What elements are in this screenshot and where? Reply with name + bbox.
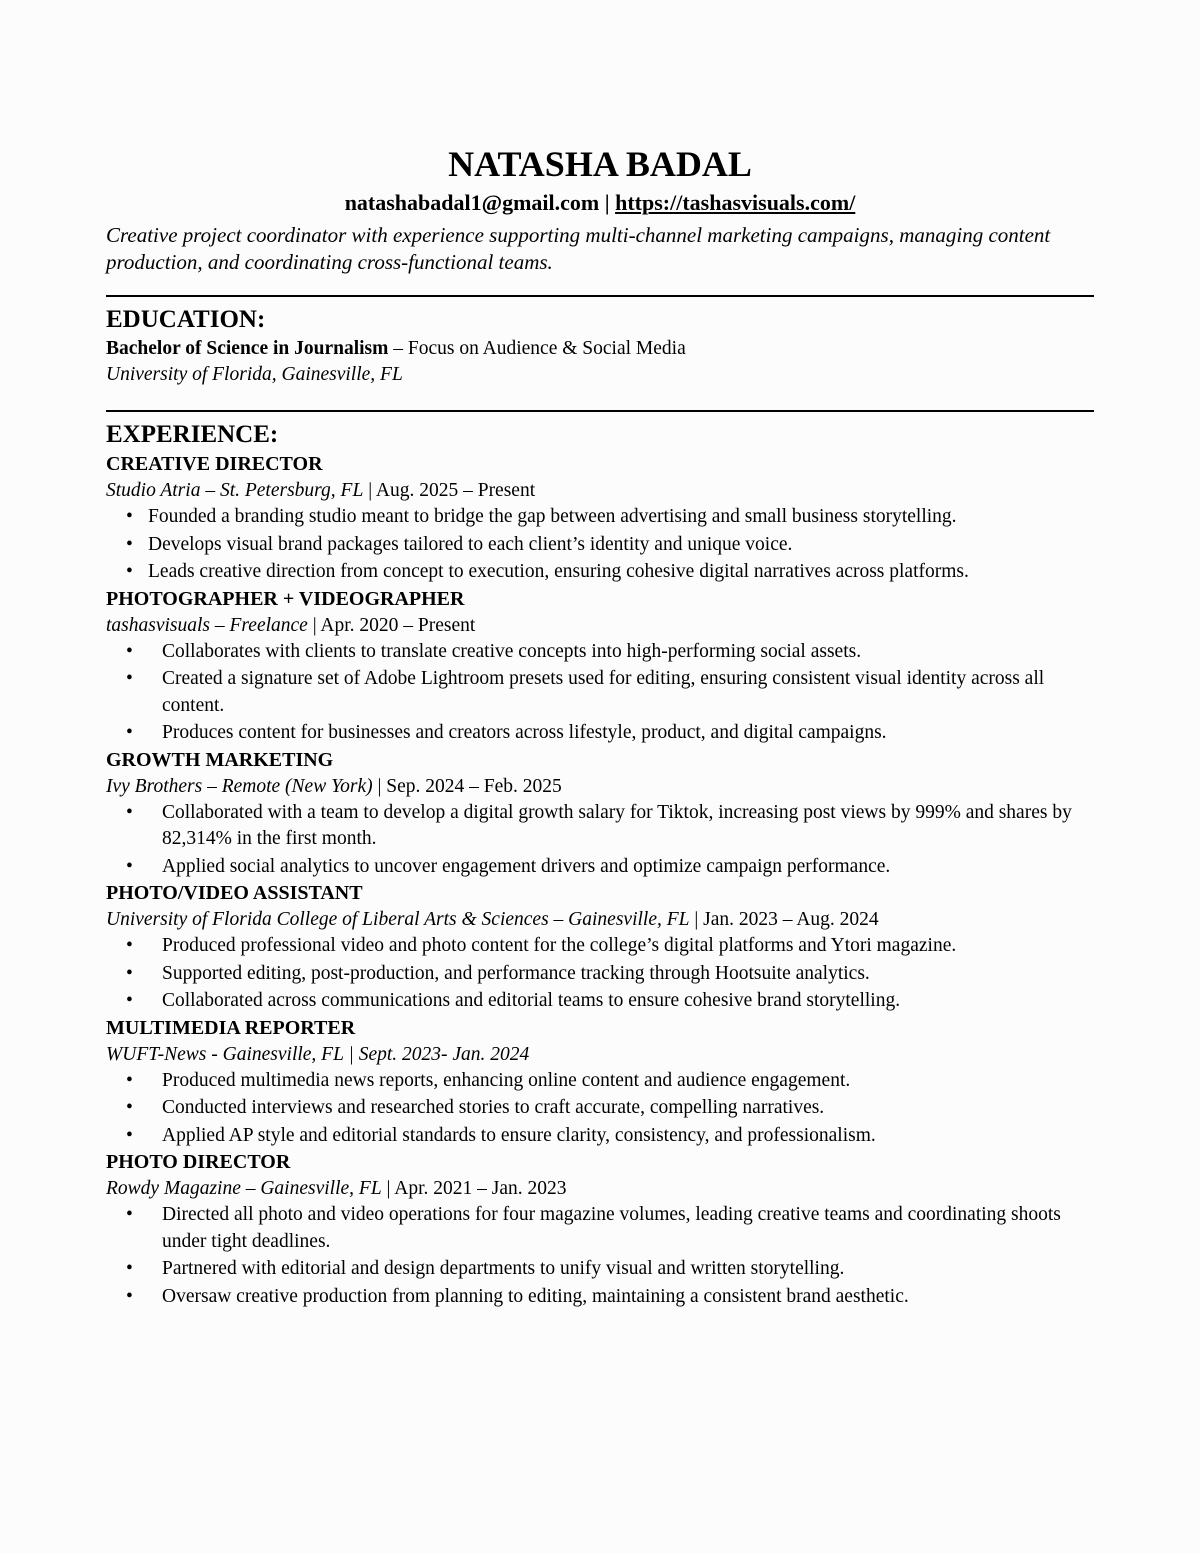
job-dates: | Jan. 2023 – Aug. 2024 (689, 909, 879, 930)
bullet-marker: • (126, 935, 133, 956)
bullet-text: Directed all photo and video operations for four magazine volumes, leading creative teams and coordinating shoots under tight deadlines. (162, 1204, 1061, 1252)
job-meta (106, 1042, 1094, 1068)
bullet-text: Leads creative direction from concept to execution, ensuring cohesive digital narratives across platforms. (148, 561, 969, 582)
job-title: PHOTOGRAPHER + VIDEOGRAPHER (106, 587, 465, 610)
bullet-text: Develops visual brand packages tailored to each client’s identity and unique voice. (148, 533, 793, 555)
bullet-marker: • (126, 533, 133, 555)
bullet-marker: • (126, 1097, 133, 1118)
bullet-marker: • (126, 962, 133, 984)
job-dates: | Sep. 2024 – Feb. 2025 (372, 775, 562, 797)
job-title: MULTIMEDIA REPORTER (106, 1016, 356, 1039)
bullet-marker: • (126, 801, 133, 823)
bullet-item (106, 1202, 1094, 1255)
bullet-item (106, 854, 1094, 881)
bullet-item (106, 504, 1094, 531)
bullet-text: Produced multimedia news reports, enhancing online content and audience engagement. (162, 1069, 851, 1091)
job-entry (106, 747, 1094, 881)
bullet-item (106, 1095, 1094, 1122)
bullet-text: Oversaw creative production from planning to editing, maintaining a consistent brand aesthetic. (162, 1285, 909, 1307)
bullet-item (106, 559, 1094, 586)
bullet-item (106, 666, 1094, 719)
bullet-item (106, 988, 1094, 1015)
job-org: Ivy Brothers – Remote (New York) (106, 775, 373, 797)
job-entry (106, 1015, 1094, 1150)
job-bullets (106, 800, 1094, 881)
bullet-text: Partnered with editorial and design departments to unify visual and written storytelling. (162, 1258, 845, 1279)
job-bullets (106, 504, 1094, 586)
job-entry (106, 1149, 1094, 1310)
job-bullets (106, 933, 1094, 1015)
job-title: CREATIVE DIRECTOR (106, 453, 323, 475)
job-meta (106, 613, 1094, 639)
job-title: PHOTO DIRECTOR (106, 1151, 291, 1173)
email-text: natashabadal1@gmail.com (344, 190, 600, 215)
education-heading: EDUCATION: (106, 306, 266, 333)
bullet-item (106, 1284, 1094, 1311)
school-name: University of Florida, Gainesville, FL (106, 364, 403, 385)
bullet-item (106, 933, 1094, 960)
job-dates: | Apr. 2021 – Jan. 2023 (381, 1178, 567, 1199)
section-divider (106, 295, 1094, 297)
job-org: tashasvisuals – Freelance (106, 614, 308, 636)
bullet-marker: • (126, 506, 133, 527)
bullet-text: Conducted interviews and researched stories to craft accurate, compelling narratives. (162, 1097, 825, 1118)
bullet-item (106, 1256, 1094, 1283)
job-org: Studio Atria – St. Petersburg, FL (106, 480, 364, 501)
bullet-item (106, 800, 1094, 853)
job-dates: | Apr. 2020 – Present (307, 614, 476, 636)
bullet-text: Produces content for businesses and creators across lifestyle, product, and digital campaigns. (162, 722, 887, 743)
contact-separator: | (599, 190, 616, 215)
job-dates: | Aug. 2025 – Present (363, 480, 536, 501)
bullet-text: Supported editing, post-production, and performance tracking through Hootsuite analytics. (162, 962, 870, 984)
bullet-marker: • (126, 1124, 133, 1146)
bullet-item (106, 639, 1094, 666)
bullet-marker: • (126, 1258, 133, 1279)
bullet-item (106, 1123, 1094, 1150)
job-meta (106, 478, 1094, 504)
candidate-name: NATASHA BADAL (448, 144, 752, 184)
bullet-marker: • (126, 990, 133, 1011)
job-org: University of Florida College of Liberal Arts & Sciences – Gainesville, FL (106, 909, 690, 930)
bullet-marker: • (126, 640, 133, 662)
bullet-item (106, 1068, 1094, 1095)
job-entry (106, 451, 1094, 586)
bullet-text: Collaborates with clients to translate creative concepts into high-performing social assets. (162, 640, 862, 662)
job-bullets (106, 639, 1094, 747)
job-meta (106, 1176, 1094, 1202)
bullet-text: Produced professional video and photo content for the college’s digital platforms and Ytori magazine. (162, 935, 957, 956)
degree-focus: – Focus on Audience & Social Media (388, 338, 686, 359)
bullet-item (106, 720, 1094, 747)
bullet-text: Collaborated with a team to develop a digital growth salary for Tiktok, increasing post views by 999% and shares by 82,314% in the first month. (162, 801, 1072, 849)
resume-content (106, 140, 1094, 1310)
summary-text: Creative project coordinator with experience supporting multi-channel marketing campaigns, managing content production, and coordinating cross-functional teams. (106, 223, 1051, 274)
website-link[interactable]: https://tashasvisuals.com/ (615, 190, 856, 215)
job-meta (106, 907, 1094, 933)
job-entry (106, 880, 1094, 1015)
bullet-text: Created a signature set of Adobe Lightroom presets used for editing, ensuring consistent visual identity across all content. (162, 668, 1045, 716)
job-title: GROWTH MARKETING (106, 748, 334, 771)
bullet-marker: • (126, 668, 133, 689)
degree-name: Bachelor of Science in Journalism (106, 338, 389, 359)
job-meta (106, 774, 1094, 800)
bullet-text: Collaborated across communications and editorial teams to ensure cohesive brand storytelling. (162, 990, 901, 1011)
section-divider (106, 410, 1094, 412)
bullet-text: Founded a branding studio meant to bridge the gap between advertising and small business storytelling. (148, 506, 957, 527)
bullet-text: Applied AP style and editorial standards to ensure clarity, consistency, and professionalism. (162, 1124, 876, 1146)
bullet-marker: • (126, 722, 133, 743)
bullet-item (106, 532, 1094, 559)
job-title: PHOTO/VIDEO ASSISTANT (106, 882, 363, 904)
job-org: Rowdy Magazine – Gainesville, FL (106, 1178, 382, 1199)
degree-line (106, 336, 1094, 362)
job-entry (106, 586, 1094, 747)
bullet-item (106, 961, 1094, 988)
bullet-marker: • (126, 855, 133, 877)
contact-line (106, 188, 1094, 218)
bullet-text: Applied social analytics to uncover engagement drivers and optimize campaign performance. (162, 855, 891, 877)
job-org: WUFT-News - Gainesville, FL | Sept. 2023- Jan. 2024 (106, 1043, 530, 1065)
job-bullets (106, 1202, 1094, 1310)
experience-heading: EXPERIENCE: (106, 421, 279, 448)
bullet-marker: • (126, 1069, 133, 1091)
job-bullets (106, 1068, 1094, 1150)
bullet-marker: • (126, 561, 133, 582)
bullet-marker: • (126, 1204, 133, 1225)
bullet-marker: • (126, 1285, 133, 1307)
